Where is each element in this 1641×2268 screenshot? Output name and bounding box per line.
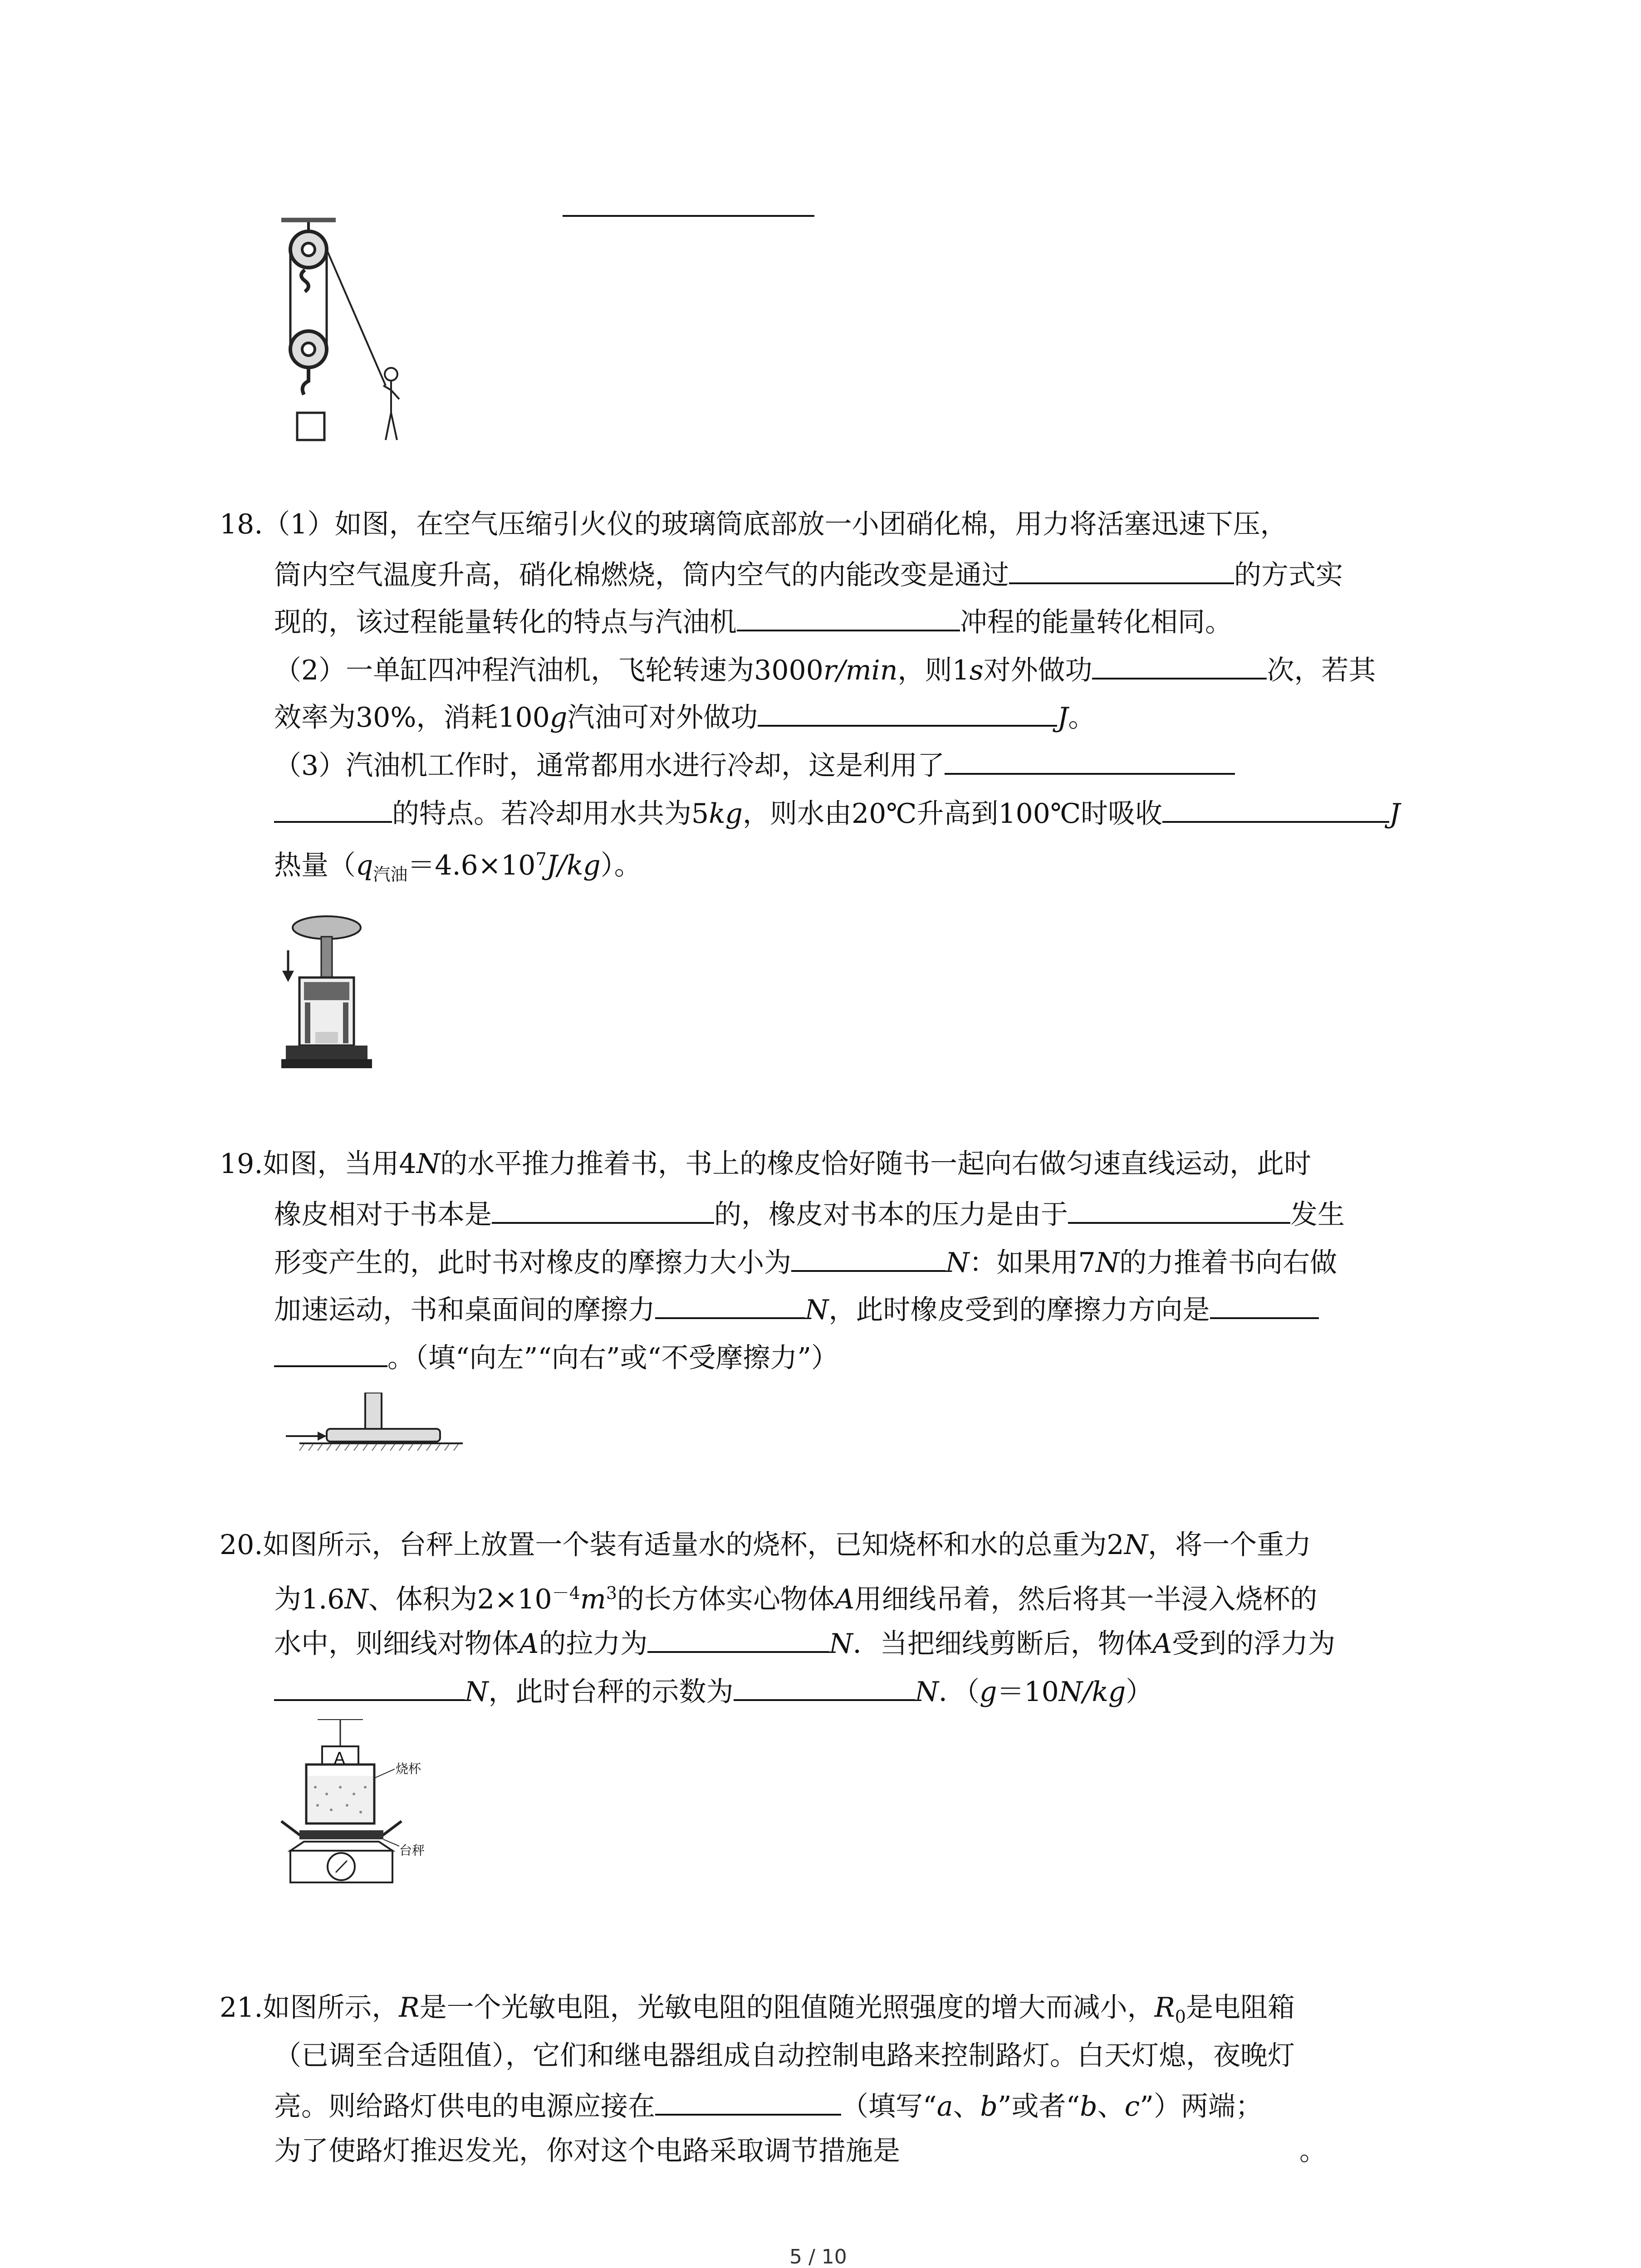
answer-blank[interactable] <box>1092 651 1267 679</box>
answer-blank[interactable] <box>758 699 1057 727</box>
q18-line-3: 现的，该过程能量转化的特点与汽油机 冲程的能量转化相同。 <box>274 603 1232 639</box>
answer-blank[interactable] <box>1210 1291 1319 1319</box>
question-number: 21. <box>220 1992 263 2024</box>
q18-line-7: 的特点。若冷却用水共为5kg，则水由20℃升高到100℃时吸收 J <box>274 795 1400 830</box>
page-number: 5 / 10 <box>789 2245 847 2268</box>
q21-line-4: 为了使路灯推迟发光，你对这个电路采取调节措施是 。 <box>274 2135 1327 2167</box>
book-eraser-figure <box>281 1393 463 1461</box>
question-number: 19. <box>220 1148 263 1180</box>
answer-blank[interactable] <box>1162 795 1389 823</box>
q20-line-4: N，此时台秤的示数为 N．（g＝10N/kg） <box>274 1673 1153 1708</box>
q20-line-2: 为1.6N、体积为$2\times 10^{-4}m^3$的长方体实心物体A用细线吊着，然后将其一半浸入烧杯的 <box>274 1583 1318 1615</box>
beaker-label: 烧杯 <box>396 1761 421 1776</box>
q18-line-8: 热量$(q_{汽油}=4.6\times 10^7J/kg)$。 <box>274 849 642 885</box>
q19-line-4: 加速运动，书和桌面间的摩擦力 N，此时橡皮受到的摩擦力方向是 <box>274 1291 1319 1326</box>
answer-blank[interactable] <box>655 2087 841 2116</box>
answer-blank[interactable] <box>655 1291 805 1319</box>
q20-line-1: 20.如图所示，台秤上放置一个装有适量水的烧杯，已知烧杯和水的总重为2N，将一个重力 <box>220 1529 1312 1561</box>
beaker-scale-drawing <box>272 1719 463 1892</box>
q18-line-5: 效率为30%，消耗100g汽油可对外做功 J。 <box>274 699 1095 734</box>
answer-blank-top <box>563 215 814 217</box>
q18-line-4: （2）一单缸四冲程汽油机，飞轮转速为3000r/min，则1s对外做功 次，若其 <box>274 651 1376 687</box>
question-number: 18. <box>220 508 263 540</box>
q21-line-2: （已调至合适阻值），它们和继电器组成自动控制电路来控制路灯。白天灯熄，夜晚灯 <box>274 2040 1295 2072</box>
answer-blank[interactable] <box>274 795 392 823</box>
question-number: 20. <box>220 1529 263 1561</box>
answer-blank[interactable] <box>737 603 960 631</box>
beaker-scale-figure <box>272 1719 463 1892</box>
q18-line-1: 18.（1）如图，在空气压缩引火仪的玻璃筒底部放一小团硝化棉，用力将活塞迅速下压， <box>220 508 1288 540</box>
q19-line-5: 。（填“向左”“向右”或“不受摩擦力”） <box>274 1339 838 1374</box>
answer-blank[interactable] <box>734 1673 915 1701</box>
air-compression-igniter-figure <box>277 914 377 1077</box>
q21-line-1: 21.如图所示，R是一个光敏电阻，光敏电阻的阻值随光照强度的增大而减小，$R_0$是电阻箱 <box>220 1992 1295 2027</box>
pulley-figure <box>272 218 445 454</box>
q19-line-2: 橡皮相对于书本是 的，橡皮对书本的压力是由于 发生 <box>274 1196 1345 1231</box>
q19-line-3: 形变产生的，此时书对橡皮的摩擦力大小为 N：如果用7N的力推着书向右做 <box>274 1244 1337 1279</box>
q18-line-2: 筒内空气温度升高，硝化棉燃烧，筒内空气的内能改变是通过 的方式实 <box>274 556 1343 591</box>
answer-blank[interactable] <box>1068 1196 1290 1224</box>
answer-blank[interactable] <box>945 747 1235 775</box>
block-a-label: A <box>334 1749 345 1768</box>
answer-blank[interactable] <box>1009 556 1234 584</box>
answer-blank[interactable] <box>647 1625 829 1653</box>
answer-blank[interactable] <box>492 1196 714 1224</box>
q19-line-1: 19.如图，当用4N的水平推力推着书，书上的橡皮恰好随书一起向右做匀速直线运动，此时 <box>220 1148 1312 1180</box>
answer-blank[interactable] <box>274 1339 387 1367</box>
q18-line-6: （3）汽油机工作时，通常都用水进行冷却，这是利用了 <box>274 747 1235 782</box>
answer-blank[interactable] <box>274 1673 465 1701</box>
scale-label: 台秤 <box>399 1843 425 1858</box>
q20-line-3: 水中，则细线对物体A的拉力为 N．当把细线剪断后，物体A受到的浮力为 <box>274 1625 1335 1660</box>
q21-line-3: 亮。则给路灯供电的电源应接在 （填写“a、b”或者“b、c”）两端； <box>274 2087 1263 2123</box>
answer-blank[interactable] <box>791 1244 945 1272</box>
